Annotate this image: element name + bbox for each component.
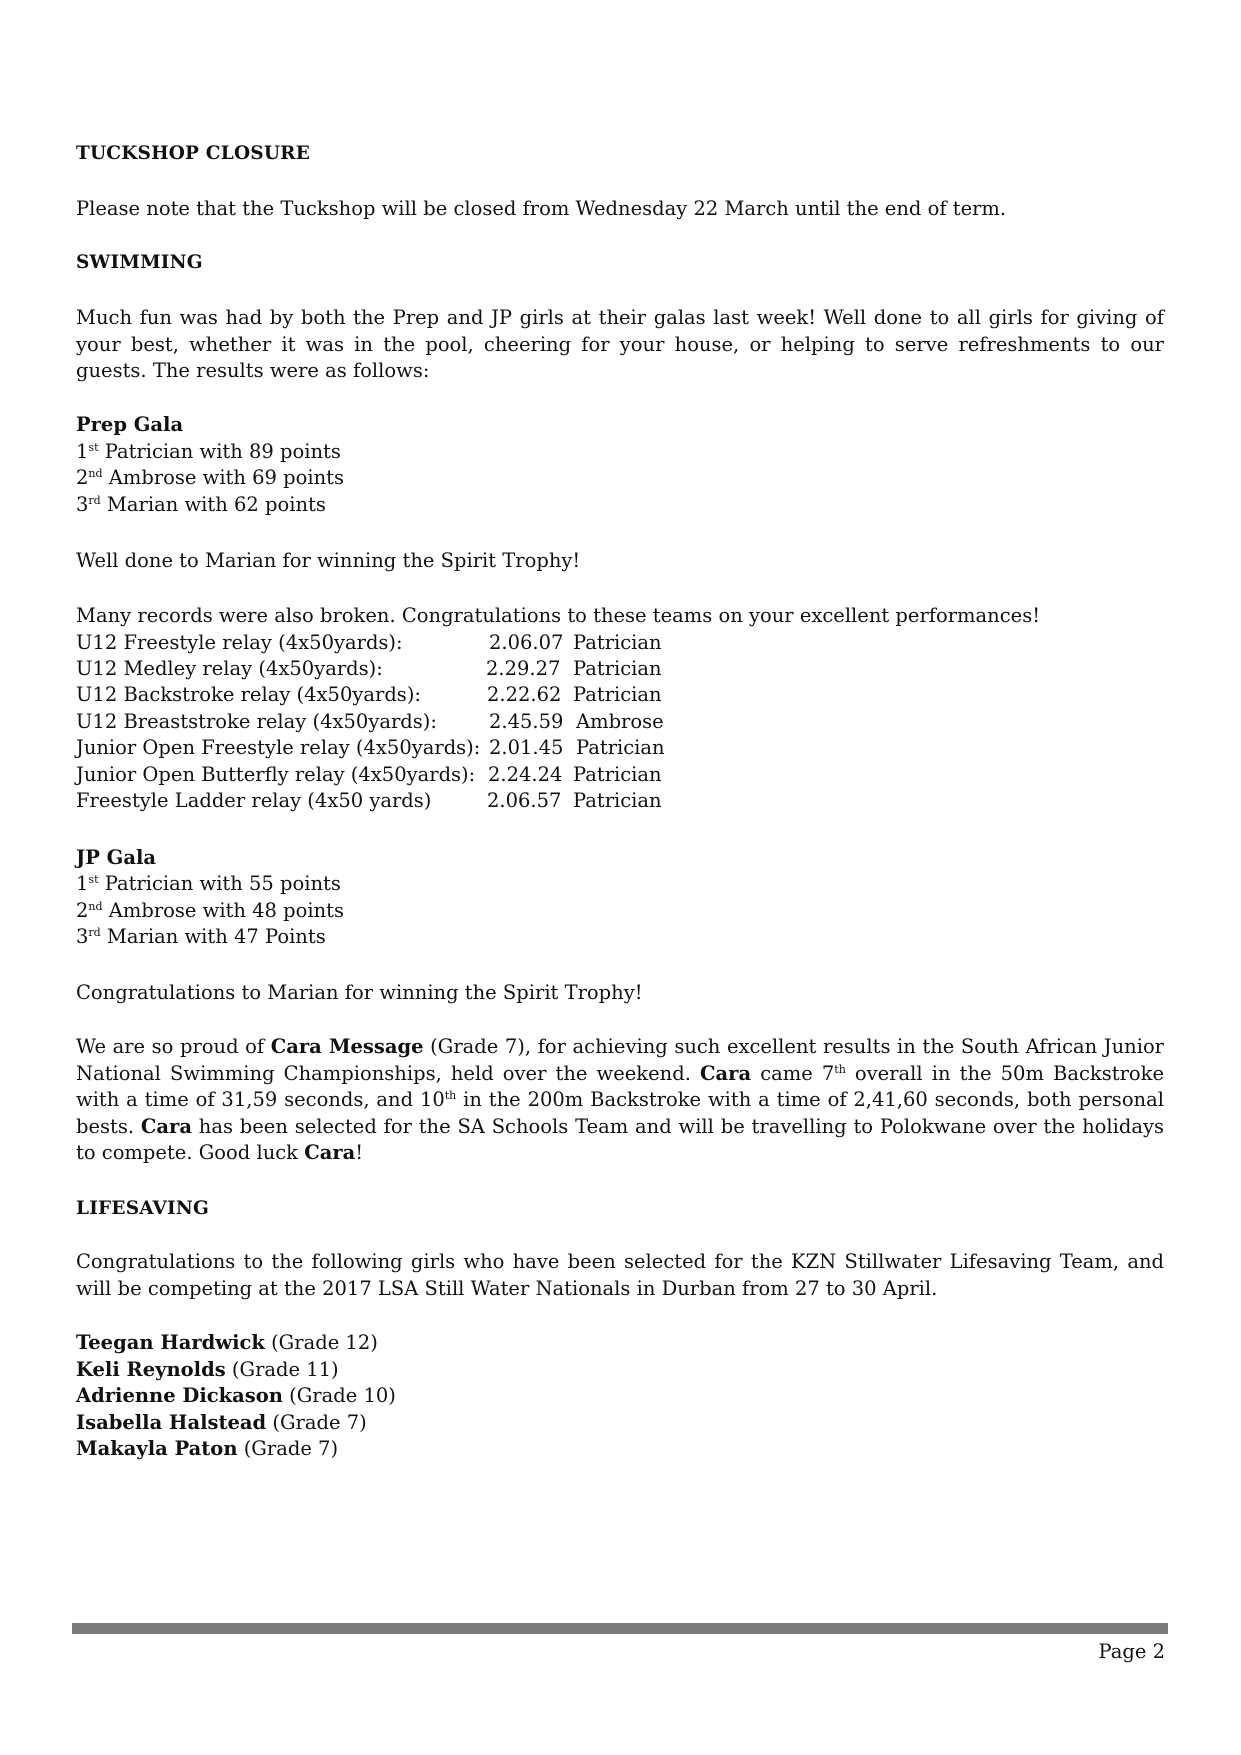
prep-result-2: 2nd Ambrose with 69 points bbox=[76, 466, 345, 489]
swimming-heading: SWIMMING bbox=[76, 252, 203, 273]
lifesaving-member: Keli Reynolds (Grade 11) bbox=[76, 1358, 339, 1381]
prep-result-1: 1st Patrician with 89 points bbox=[76, 440, 341, 463]
record-event: U12 Breaststroke relay (4x50yards): bbox=[76, 710, 437, 733]
tuckshop-text: Please note that the Tuckshop will be closed from Wednesday 22 March until the end of term. bbox=[76, 197, 1007, 220]
record-time: 2.29.27 bbox=[486, 657, 561, 680]
record-house: Patrician bbox=[573, 683, 662, 706]
record-time: 2.01.45 bbox=[489, 736, 564, 759]
jp-result-1: 1st Patrician with 55 points bbox=[76, 872, 341, 895]
record-event: Junior Open Freestyle relay (4x50yards): bbox=[76, 736, 481, 759]
prep-gala-title: Prep Gala bbox=[76, 413, 184, 436]
record-row bbox=[76, 762, 776, 788]
record-row bbox=[76, 735, 776, 761]
swimming-intro: Much fun was had by both the Prep and JP girls at their galas last week! Well done to all girls for giving of your best, whether it was in the pool, cheering for your house, or helping to serve refreshments to our guests. The results were as follows: bbox=[76, 306, 1164, 382]
lifesaving-member: Teegan Hardwick (Grade 12) bbox=[76, 1331, 378, 1354]
lifesaving-member: Adrienne Dickason (Grade 10) bbox=[76, 1384, 396, 1407]
jp-result-2: 2nd Ambrose with 48 points bbox=[76, 899, 345, 922]
record-house: Ambrose bbox=[576, 710, 664, 733]
record-time: 2.45.59 bbox=[489, 710, 564, 733]
record-house: Patrician bbox=[573, 657, 662, 680]
record-event: Freestyle Ladder relay (4x50 yards) bbox=[76, 789, 432, 812]
records-intro: Many records were also broken. Congratulations to these teams on your excellent performances! bbox=[76, 604, 1041, 627]
record-row bbox=[76, 682, 776, 708]
prep-result-3: 3rd Marian with 62 points bbox=[76, 493, 326, 516]
record-row bbox=[76, 656, 776, 682]
record-event: U12 Freestyle relay (4x50yards): bbox=[76, 631, 403, 654]
prep-spirit: Well done to Marian for winning the Spirit Trophy! bbox=[76, 549, 581, 572]
lifesaving-heading: LIFESAVING bbox=[76, 1198, 209, 1219]
record-time: 2.22.62 bbox=[487, 683, 562, 706]
record-house: Patrician bbox=[573, 789, 662, 812]
record-event: U12 Backstroke relay (4x50yards): bbox=[76, 683, 421, 706]
footer-divider bbox=[72, 1623, 1168, 1634]
record-house: Patrician bbox=[573, 763, 662, 786]
record-house: Patrician bbox=[576, 736, 665, 759]
record-house: Patrician bbox=[573, 631, 662, 654]
record-time: 2.06.57 bbox=[487, 789, 562, 812]
page-number: Page 2 bbox=[1098, 1640, 1165, 1663]
jp-gala-title: JP Gala bbox=[76, 846, 157, 869]
lifesaving-member: Makayla Paton (Grade 7) bbox=[76, 1437, 339, 1460]
jp-result-3: 3rd Marian with 47 Points bbox=[76, 925, 326, 948]
cara-paragraph: We are so proud of Cara Message (Grade 7), for achieving such excellent results in the South African Junior National Swimming Championships, held over the weekend. Cara came 7th overall in the 50m Backstroke with a time of 31,59 seconds, and 10th in the 200m Backstroke with a time of 2,41,60 seconds, both personal bests. Cara has been selected for the SA Schools Team and will be travelling to Polokwane over the holidays to compete. Good luck Cara! bbox=[76, 1035, 1165, 1164]
record-event: U12 Medley relay (4x50yards): bbox=[76, 657, 383, 680]
record-row bbox=[76, 709, 776, 735]
record-time: 2.24.24 bbox=[488, 763, 563, 786]
record-time: 2.06.07 bbox=[489, 631, 564, 654]
tuckshop-heading: TUCKSHOP CLOSURE bbox=[76, 143, 311, 164]
lifesaving-member: Isabella Halstead (Grade 7) bbox=[76, 1411, 367, 1434]
lifesaving-text: Congratulations to the following girls who have been selected for the KZN Stillwater Lifesaving Team, and will be competing at the 2017 LSA Still Water Nationals in Durban from 27 to 30 April. bbox=[76, 1250, 1164, 1300]
record-event: Junior Open Butterfly relay (4x50yards): bbox=[76, 763, 476, 786]
record-row bbox=[76, 630, 776, 656]
record-row bbox=[76, 788, 776, 814]
jp-spirit: Congratulations to Marian for winning the Spirit Trophy! bbox=[76, 981, 643, 1004]
